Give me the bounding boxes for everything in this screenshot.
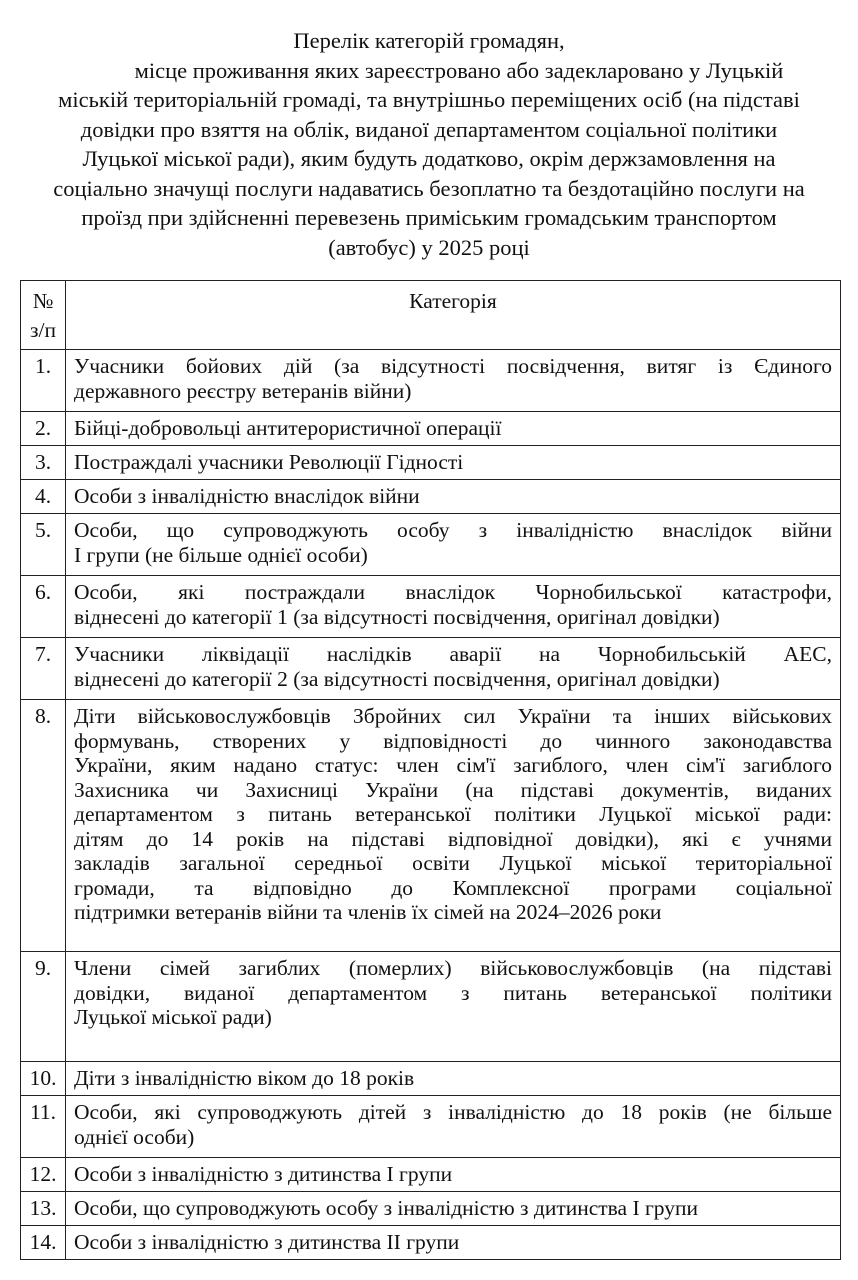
table-row xyxy=(21,446,841,480)
row-number: 5. xyxy=(21,514,66,576)
category-line: Особи з інвалідністю внаслідок війни xyxy=(74,484,420,508)
row-category xyxy=(66,952,841,1062)
row-category xyxy=(66,576,841,638)
row-category xyxy=(66,514,841,576)
category-line: Особи, що супроводжують особу з інвалідністю внаслідок війни xyxy=(74,518,832,542)
row-category xyxy=(66,350,841,412)
row-category xyxy=(66,700,841,952)
category-line: віднесені до категорії 1 (за відсутності посвідчення, оригінал довідки) xyxy=(74,604,720,629)
table-row xyxy=(21,1062,841,1096)
row-number: 8. xyxy=(21,700,66,952)
table-row xyxy=(21,700,841,952)
table-row xyxy=(21,350,841,412)
row-number: 6. xyxy=(21,576,66,638)
category-line: Особи, що супроводжують особу з інвалідністю з дитинства I групи xyxy=(74,1196,699,1220)
row-number: 2. xyxy=(21,412,66,446)
heading-line: проїзд при здійсненні перевезень приміським громадським транспортом xyxy=(81,205,777,230)
category-line: Захисника чи Захисниці України (на підставі документів, виданих xyxy=(74,777,832,802)
number-column-header xyxy=(21,281,66,350)
table-row xyxy=(21,1096,841,1158)
row-category xyxy=(66,1096,841,1158)
row-number: 7. xyxy=(21,638,66,700)
table-row xyxy=(21,638,841,700)
table-header-row xyxy=(21,281,841,350)
row-number: 9. xyxy=(21,952,66,1062)
category-line: Постраждалі учасники Революції Гідності xyxy=(74,450,464,474)
heading-line: Перелік категорій громадян, xyxy=(293,28,565,53)
heading-line: Луцької міської ради), яким будуть додатково, окрім держзамовлення на xyxy=(82,146,776,171)
category-line: Особи з інвалідністю з дитинства II групи xyxy=(74,1230,460,1254)
category-line: Учасники бойових дій (за відсутності посвідчення, витяг із Єдиного xyxy=(74,354,832,378)
table-row xyxy=(21,1192,841,1226)
category-line: дітям до 14 років на підставі відповідної довідки), які є учнями xyxy=(74,826,832,851)
row-number: 11. xyxy=(21,1096,66,1158)
row-category xyxy=(66,1062,841,1096)
category-line: громади, та відповідно до Комплексної програми соціальної xyxy=(74,875,832,900)
categories-table xyxy=(20,280,841,1260)
category-line: Діти з інвалідністю віком до 18 років xyxy=(74,1066,415,1090)
heading-line: довідки про взяття на облік, виданої департаментом соціальної політики xyxy=(80,116,778,142)
category-line: Члени сімей загиблих (померлих) військовослужбовців (на підставі xyxy=(74,956,832,980)
row-number: 1. xyxy=(21,350,66,412)
row-category xyxy=(66,638,841,700)
number-header-symbol: № xyxy=(32,289,54,313)
table-row xyxy=(21,412,841,446)
category-line: підтримки ветеранів війни та членів їх сімей на 2024–2026 роки xyxy=(74,900,662,924)
category-line: Учасники ліквідації наслідків аварії на Чорнобильській АЕС, xyxy=(74,642,832,666)
row-number: 13. xyxy=(21,1192,66,1226)
category-line: Особи з інвалідністю з дитинства I групи xyxy=(74,1162,453,1186)
category-line: закладів загальної середньої освіти Луцької міської територіальної xyxy=(74,851,832,875)
category-column-header: Категорія xyxy=(66,281,841,350)
category-line: I групи (не більше однієї особи) xyxy=(74,542,368,567)
category-line: довідки, виданої департаментом з питань ветеранської політики xyxy=(74,980,832,1005)
category-line: віднесені до категорії 2 (за відсутності посвідчення, оригінал довідки) xyxy=(74,666,720,691)
category-line: Особи, які постраждали внаслідок Чорнобильської катастрофи, xyxy=(74,580,832,604)
category-line: державного реєстру ветеранів війни) xyxy=(74,378,412,403)
table-row xyxy=(21,576,841,638)
heading-line: міській територіальній громаді, та внутрішньо переміщених осіб (на підставі xyxy=(58,87,800,112)
row-number: 4. xyxy=(21,480,66,514)
row-category xyxy=(66,1158,841,1192)
heading-line: місце проживання яких зареєстровано або задекларовано у Луцькій xyxy=(134,57,784,83)
row-category xyxy=(66,446,841,480)
category-line: Діти військовослужбовців Збройних сил України та інших військових xyxy=(74,704,832,728)
table-row xyxy=(21,1226,841,1260)
number-header-abbrev: з/п xyxy=(30,318,56,342)
table-row xyxy=(21,1158,841,1192)
row-number: 3. xyxy=(21,446,66,480)
category-line: департаментом з питань ветеранської політики Луцької міської ради: xyxy=(74,802,832,826)
table-row xyxy=(21,514,841,576)
row-category xyxy=(66,480,841,514)
category-line: Особи, які супроводжують дітей з інвалідністю до 18 років (не більше xyxy=(74,1100,832,1124)
category-line: формувань, створених у відповідності до чинного законодавства xyxy=(74,728,832,753)
row-number: 12. xyxy=(21,1158,66,1192)
category-line: України, яким надано статус: член сім'ї загиблого, член сім'ї загиблого xyxy=(74,753,832,777)
table-row xyxy=(21,480,841,514)
row-number: 14. xyxy=(21,1226,66,1260)
document-heading xyxy=(18,26,840,262)
heading-line: соціально значущі послуги надаватись безоплатно та бездотаційно послуги на xyxy=(53,175,805,201)
category-line: Бійці-добровольці антитерористичної операції xyxy=(74,416,502,440)
table-row xyxy=(21,952,841,1062)
row-category xyxy=(66,412,841,446)
category-line: однієї особи) xyxy=(74,1124,195,1149)
row-category xyxy=(66,1226,841,1260)
row-number: 10. xyxy=(21,1062,66,1096)
row-category xyxy=(66,1192,841,1226)
category-line: Луцької міської ради) xyxy=(74,1005,272,1029)
heading-line: (автобус) у 2025 році xyxy=(328,234,530,260)
